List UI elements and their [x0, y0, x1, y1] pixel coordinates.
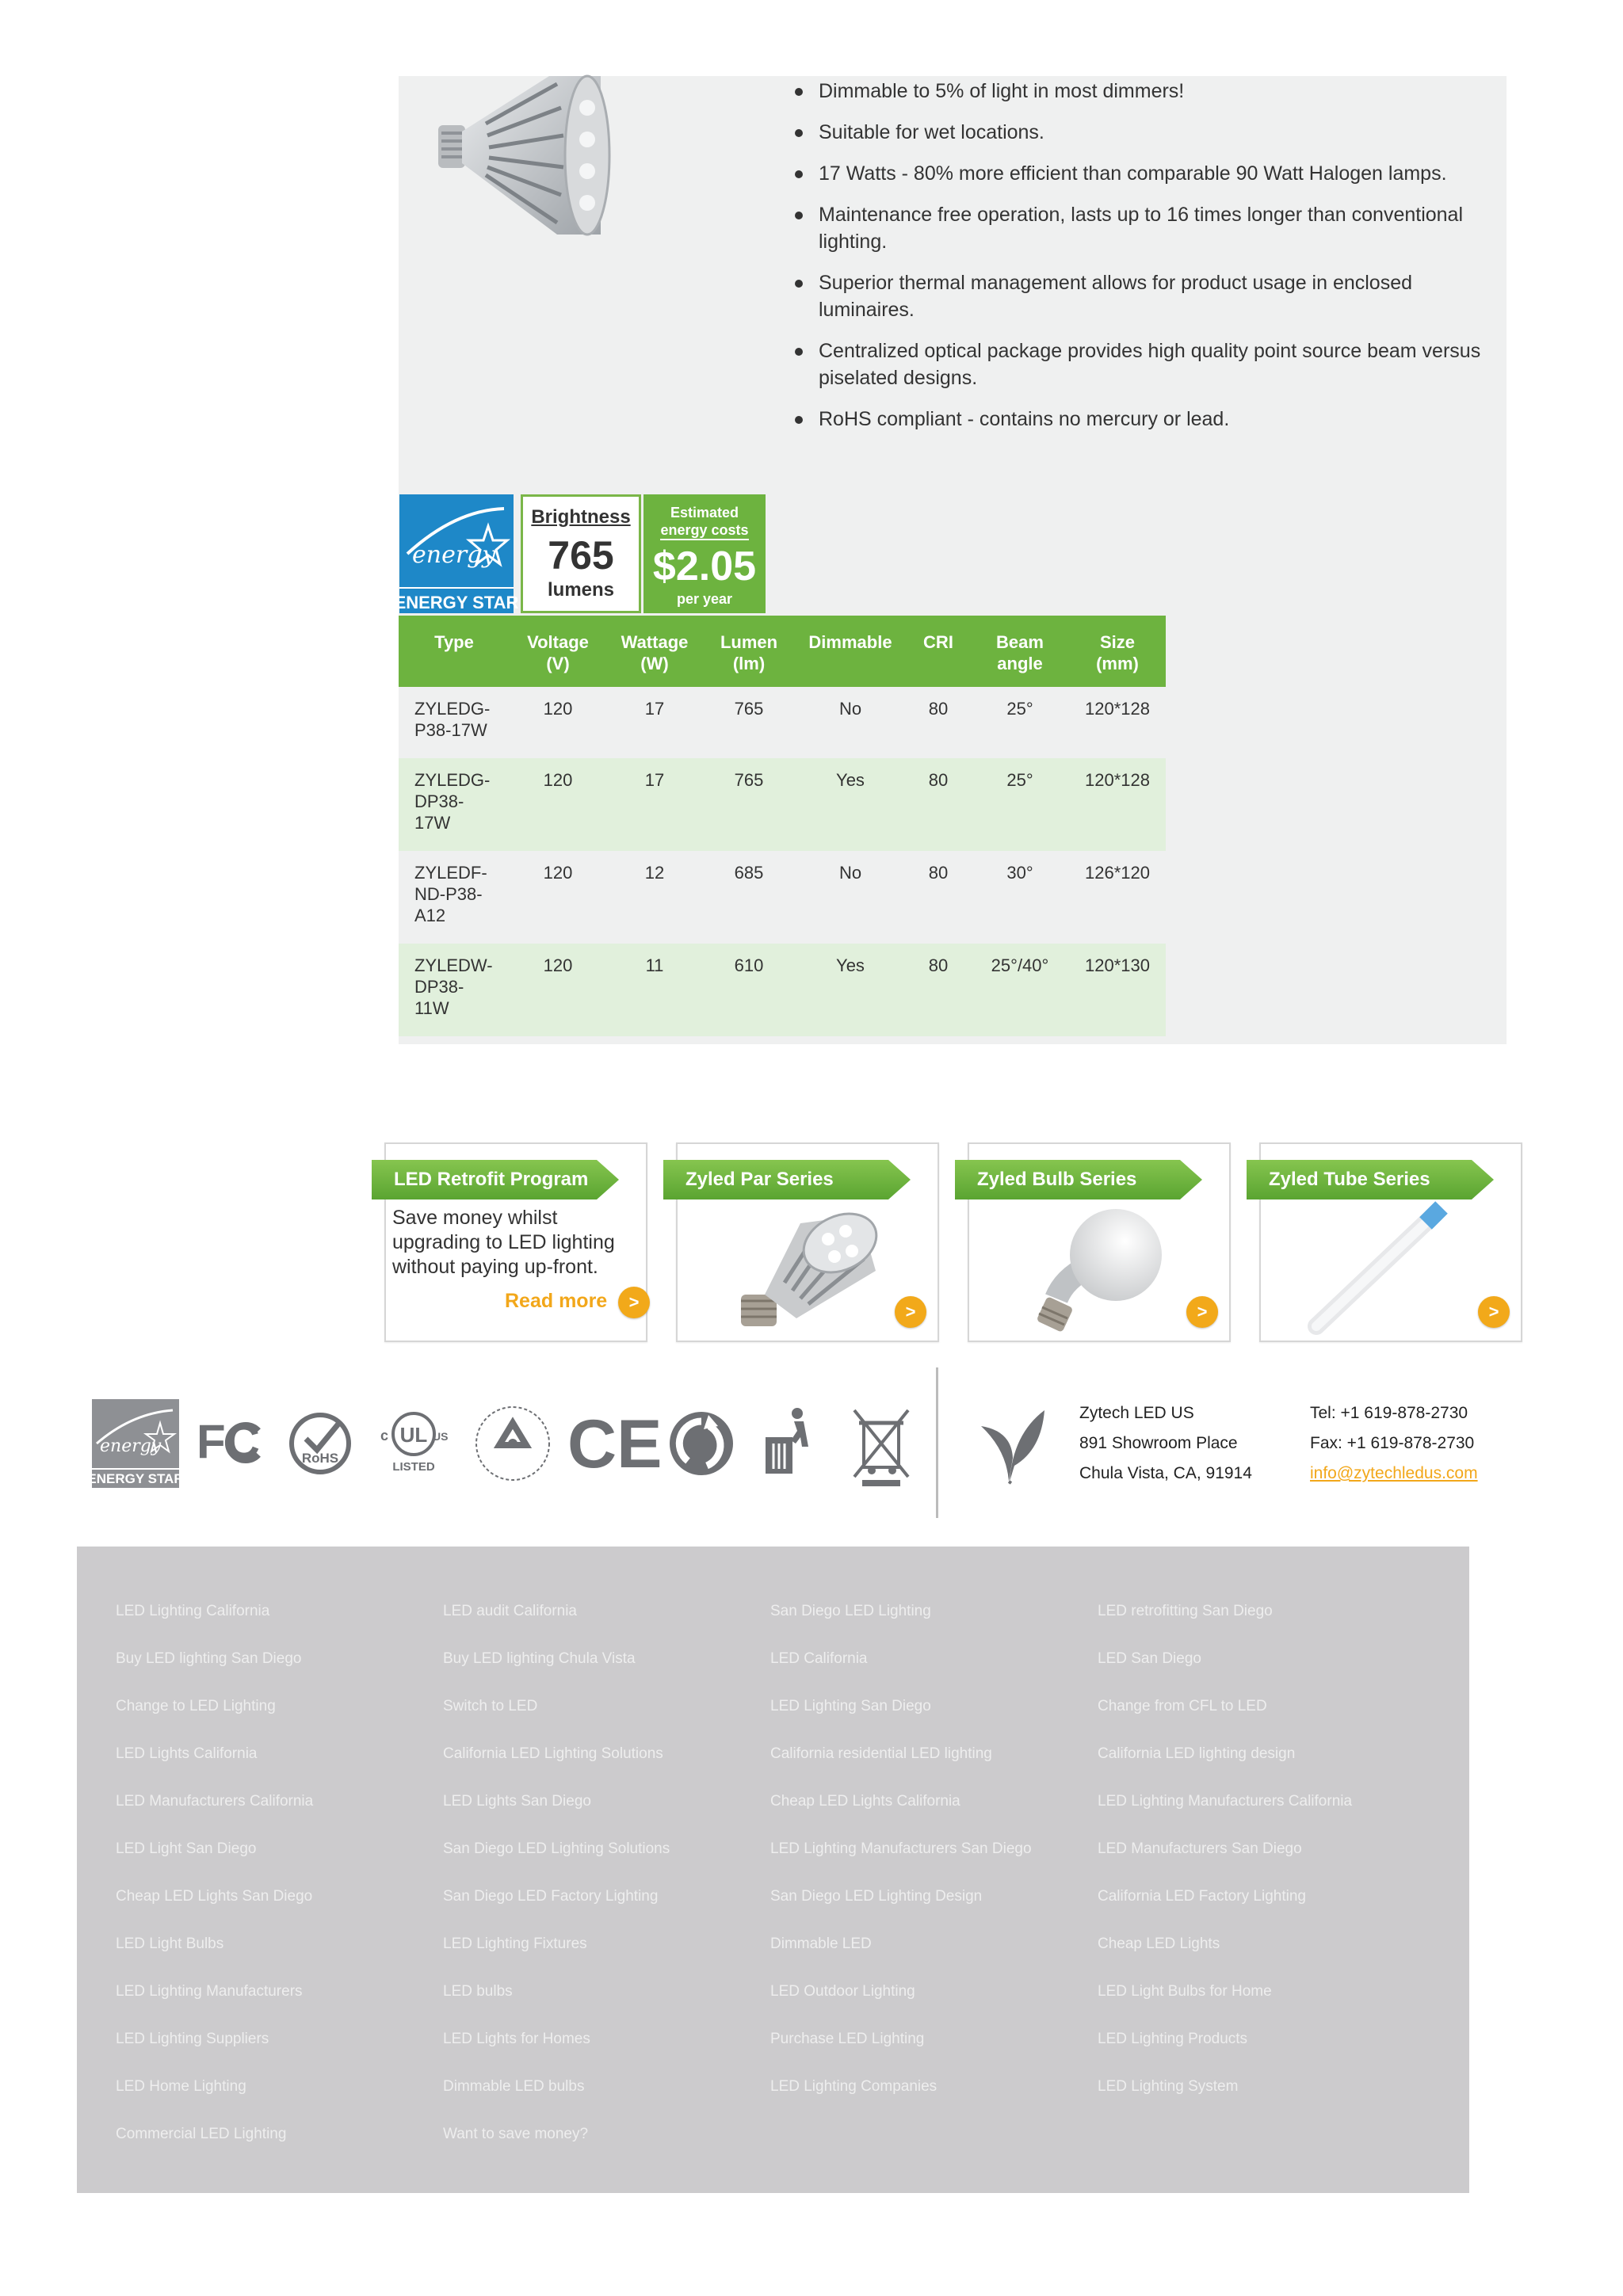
- svg-text:RoHS: RoHS: [301, 1451, 339, 1466]
- energy-star-cert-icon: [87, 1399, 184, 1488]
- svg-text:LISTED: LISTED: [392, 1460, 435, 1474]
- feature-item: Superior thermal management allows for product usage in enclosed luminaires.: [795, 269, 1492, 323]
- footer-link[interactable]: Commercial LED Lighting: [116, 2126, 287, 2142]
- cell-beam: 25°: [971, 758, 1069, 851]
- footer-link[interactable]: LED Lighting System: [1098, 2078, 1239, 2095]
- card-title: Zyled Bulb Series: [977, 1169, 1137, 1190]
- card-zyled-par-series[interactable]: [676, 1142, 939, 1342]
- footer-link[interactable]: San Diego LED Lighting Solutions: [443, 1840, 670, 1857]
- card-zyled-tube-series[interactable]: [1259, 1142, 1522, 1342]
- weee-icon: [848, 1399, 915, 1488]
- telephone: Tel: +1 619-878-2730: [1310, 1404, 1468, 1422]
- cell-size: 126*120: [1069, 851, 1166, 944]
- footer-link[interactable]: San Diego LED Lighting: [770, 1603, 931, 1619]
- footer-column-1: [116, 1588, 433, 2158]
- city-address: Chula Vista, CA, 91914: [1079, 1464, 1252, 1482]
- arrow-right-icon[interactable]: >: [1478, 1296, 1510, 1328]
- cell-beam: 30°: [971, 851, 1069, 944]
- cell-cri: 80: [906, 758, 971, 851]
- energy-star-logo-text: ENERGY STAR: [394, 593, 519, 612]
- footer-link[interactable]: Want to save money?: [443, 2126, 589, 2142]
- cell-size: 120*128: [1069, 758, 1166, 851]
- footer-link[interactable]: Change from CFL to LED: [1098, 1698, 1267, 1714]
- column-header-type: Type: [399, 616, 510, 687]
- cell-lumen: 685: [703, 851, 795, 944]
- arrow-right-icon[interactable]: >: [618, 1287, 650, 1318]
- card-title: Zyled Par Series: [685, 1169, 834, 1190]
- footer-link[interactable]: LED Lighting Products: [1098, 2031, 1248, 2047]
- card-banner: [372, 1160, 619, 1199]
- footer-link[interactable]: LED Light Bulbs for Home: [1098, 1983, 1272, 2000]
- street-address: 891 Showroom Place: [1079, 1434, 1238, 1452]
- footer-link[interactable]: LED Lighting Companies: [770, 2078, 938, 2095]
- cell-voltage: 120: [510, 944, 606, 1036]
- cell-beam: 25°/40°: [971, 944, 1069, 1036]
- energy-cost-value: $2.05: [652, 543, 757, 589]
- card-banner: [1247, 1160, 1494, 1199]
- table-row: [399, 758, 1166, 851]
- footer-link[interactable]: LED Manufacturers San Diego: [1098, 1840, 1302, 1857]
- table-row: [399, 944, 1166, 1036]
- footer-link[interactable]: LED audit California: [443, 1603, 577, 1619]
- footer-link[interactable]: LED retrofitting San Diego: [1098, 1603, 1273, 1619]
- cell-type: ZYLEDW- DP38- 11W: [399, 944, 510, 1036]
- email-link[interactable]: info@zytechledus.com: [1310, 1464, 1478, 1482]
- spec-table-header-row: [399, 616, 1166, 687]
- svg-text:US: US: [433, 1430, 449, 1443]
- footer-links-panel: [77, 1547, 1469, 2193]
- cell-lumen: 765: [703, 687, 795, 758]
- footer-link[interactable]: LED Lighting Manufacturers California: [1098, 1793, 1353, 1810]
- footer-link[interactable]: Cheap LED Lights California: [770, 1793, 960, 1810]
- column-header-lumen: Lumen (lm): [703, 616, 795, 687]
- footer-link[interactable]: LED Lights California: [116, 1745, 258, 1762]
- cell-type: ZYLEDG- P38-17W: [399, 687, 510, 758]
- footer-link[interactable]: LED Outdoor Lighting: [770, 1983, 915, 2000]
- leaf-logo-icon: [965, 1394, 1052, 1488]
- svg-text:c: c: [380, 1428, 389, 1444]
- footer-link[interactable]: Purchase LED Lighting: [770, 2031, 925, 2047]
- tube-image: [1293, 1207, 1491, 1334]
- card-banner: [663, 1160, 911, 1199]
- cell-beam: 25°: [971, 687, 1069, 758]
- footer-link[interactable]: Buy LED lighting Chula Vista: [443, 1650, 636, 1667]
- feature-item: Maintenance free operation, lasts up to 16 times longer than conventional lighting.: [795, 201, 1492, 255]
- footer-link[interactable]: LED Manufacturers California: [116, 1793, 314, 1810]
- footer-link[interactable]: LED Lighting California: [116, 1603, 270, 1619]
- ul-listed-icon: [376, 1399, 452, 1488]
- cell-size: 120*128: [1069, 687, 1166, 758]
- cell-dimmable: No: [795, 687, 906, 758]
- par-bulb-image: [709, 1207, 907, 1334]
- card-title: LED Retrofit Program: [394, 1169, 589, 1190]
- par38-bulb-image: [430, 76, 613, 242]
- footer-link[interactable]: LED Lighting Manufacturers: [116, 1983, 303, 2000]
- footer-link[interactable]: Buy LED lighting San Diego: [116, 1650, 302, 1667]
- svg-text:energy: energy: [100, 1436, 162, 1456]
- footer-link[interactable]: Switch to LED: [443, 1698, 538, 1714]
- footer-column-3: [770, 1588, 1087, 2111]
- cell-wattage: 11: [606, 944, 703, 1036]
- cell-lumen: 765: [703, 758, 795, 851]
- ce-mark-icon: [567, 1399, 663, 1488]
- divider: [936, 1367, 938, 1518]
- cell-cri: 80: [906, 687, 971, 758]
- energy-cost-box: [643, 494, 766, 613]
- svg-text:CE: CE: [567, 1406, 663, 1482]
- bulb-image: [1001, 1207, 1199, 1334]
- card-zyled-bulb-series[interactable]: [968, 1142, 1231, 1342]
- feature-item: Centralized optical package provides high quality point source beam versus piselated designs.: [795, 338, 1492, 391]
- cell-dimmable: No: [795, 851, 906, 944]
- card-description: Save money whilst upgrading to LED lighting without paying up-front.: [392, 1207, 615, 1278]
- energy-star-logo: [394, 494, 519, 613]
- column-header-wattage: Wattage (W): [606, 616, 703, 687]
- brightness-title: Brightness: [531, 506, 631, 528]
- table-row: [399, 687, 1166, 758]
- energy-cost-unit: per year: [676, 591, 733, 607]
- energy-cost-title-line2: energy costs: [660, 521, 748, 540]
- footer-link[interactable]: LED Lighting San Diego: [770, 1698, 931, 1714]
- fax: Fax: +1 619-878-2730: [1310, 1434, 1475, 1452]
- footer-column-2: [443, 1588, 760, 2158]
- cell-dimmable: Yes: [795, 758, 906, 851]
- table-row: [399, 851, 1166, 944]
- column-header-cri: CRI: [906, 616, 971, 687]
- footer-link[interactable]: LED bulbs: [443, 1983, 513, 2000]
- footer-link[interactable]: California LED Factory Lighting: [1098, 1888, 1306, 1905]
- footer-link[interactable]: LED Lighting Fixtures: [443, 1936, 587, 1952]
- footer-link[interactable]: San Diego LED Lighting Design: [770, 1888, 983, 1905]
- footer-link[interactable]: California LED Lighting Solutions: [443, 1745, 663, 1762]
- svg-text:FC: FC: [197, 1415, 260, 1468]
- card-banner: [955, 1160, 1202, 1199]
- feature-item: RoHS compliant - contains no mercury or lead.: [795, 406, 1492, 433]
- footer-column-4: [1098, 1588, 1415, 2111]
- footer-link[interactable]: Change to LED Lighting: [116, 1698, 276, 1714]
- cell-cri: 80: [906, 851, 971, 944]
- footer-link[interactable]: Cheap LED Lights San Diego: [116, 1888, 313, 1905]
- cell-voltage: 120: [510, 687, 606, 758]
- feature-list: [795, 76, 1492, 433]
- svg-text:ENERGY STAR: ENERGY STAR: [87, 1471, 184, 1486]
- read-more-link[interactable]: Read more: [505, 1290, 608, 1312]
- arrow-right-icon[interactable]: >: [1186, 1296, 1218, 1328]
- spec-table: [399, 616, 1166, 1036]
- cell-type: ZYLEDG- DP38- 17W: [399, 758, 510, 851]
- svg-text:UL: UL: [399, 1423, 428, 1447]
- cell-type: ZYLEDF- ND-P38- A12: [399, 851, 510, 944]
- footer-link[interactable]: LED Home Lighting: [116, 2078, 246, 2095]
- energy-cost-title-line1: Estimated: [670, 505, 739, 521]
- footer-link[interactable]: Dimmable LED: [770, 1936, 872, 1952]
- footer-link[interactable]: LED Lighting Manufacturers San Diego: [770, 1840, 1032, 1857]
- cell-size: 120*130: [1069, 944, 1166, 1036]
- cell-dimmable: Yes: [795, 944, 906, 1036]
- contact-address: [1079, 1398, 1252, 1489]
- card-led-retrofit-program[interactable]: [384, 1142, 647, 1342]
- fcc-icon: [195, 1399, 262, 1488]
- contact-phone: [1310, 1398, 1478, 1489]
- footer-link[interactable]: LED Lighting Suppliers: [116, 2031, 269, 2047]
- cell-voltage: 120: [510, 758, 606, 851]
- cell-lumen: 610: [703, 944, 795, 1036]
- company-name: Zytech LED US: [1079, 1404, 1194, 1422]
- svg-text:energy: energy: [412, 541, 496, 569]
- footer-link[interactable]: San Diego LED Factory Lighting: [443, 1888, 659, 1905]
- footer-link[interactable]: LED Lights San Diego: [443, 1793, 591, 1810]
- card-title: Zyled Tube Series: [1269, 1169, 1430, 1190]
- footer-link[interactable]: Dimmable LED bulbs: [443, 2078, 585, 2095]
- tidy-man-icon: [758, 1399, 824, 1488]
- footer-link[interactable]: California residential LED lighting: [770, 1745, 992, 1762]
- column-header-size: Size (mm): [1069, 616, 1166, 687]
- feature-item: 17 Watts - 80% more efficient than comparable 90 Watt Halogen lamps.: [795, 160, 1492, 187]
- cell-wattage: 17: [606, 687, 703, 758]
- energy-cost-title: [643, 504, 766, 540]
- footer-link[interactable]: California LED lighting design: [1098, 1745, 1296, 1762]
- cell-cri: 80: [906, 944, 971, 1036]
- footer-link[interactable]: LED Light Bulbs: [116, 1936, 224, 1952]
- footer-link[interactable]: LED California: [770, 1650, 868, 1667]
- cell-voltage: 120: [510, 851, 606, 944]
- column-header-voltage: Voltage (V): [510, 616, 606, 687]
- feature-item: Suitable for wet locations.: [795, 119, 1492, 146]
- brightness-value: 765: [548, 533, 614, 578]
- cell-wattage: 17: [606, 758, 703, 851]
- feature-item: Dimmable to 5% of light in most dimmers!: [795, 78, 1492, 105]
- cell-wattage: 12: [606, 851, 703, 944]
- arrow-right-icon[interactable]: >: [895, 1296, 926, 1328]
- green-dot-icon: [666, 1399, 737, 1488]
- rohs-icon: [287, 1399, 353, 1488]
- brightness-box: [521, 494, 641, 613]
- brightness-unit: lumens: [547, 579, 615, 601]
- column-header-dimmable: Dimmable: [795, 616, 906, 687]
- footer-link[interactable]: LED Light San Diego: [116, 1840, 257, 1857]
- energy-star-icon: [394, 494, 519, 613]
- footer-link[interactable]: LED Lights for Homes: [443, 2031, 590, 2047]
- footer-link[interactable]: Cheap LED Lights: [1098, 1936, 1220, 1952]
- footer-link[interactable]: LED San Diego: [1098, 1650, 1201, 1667]
- column-header-beam-angle: Beam angle: [971, 616, 1069, 687]
- printed-on-recycled-paper-icon: [471, 1399, 555, 1488]
